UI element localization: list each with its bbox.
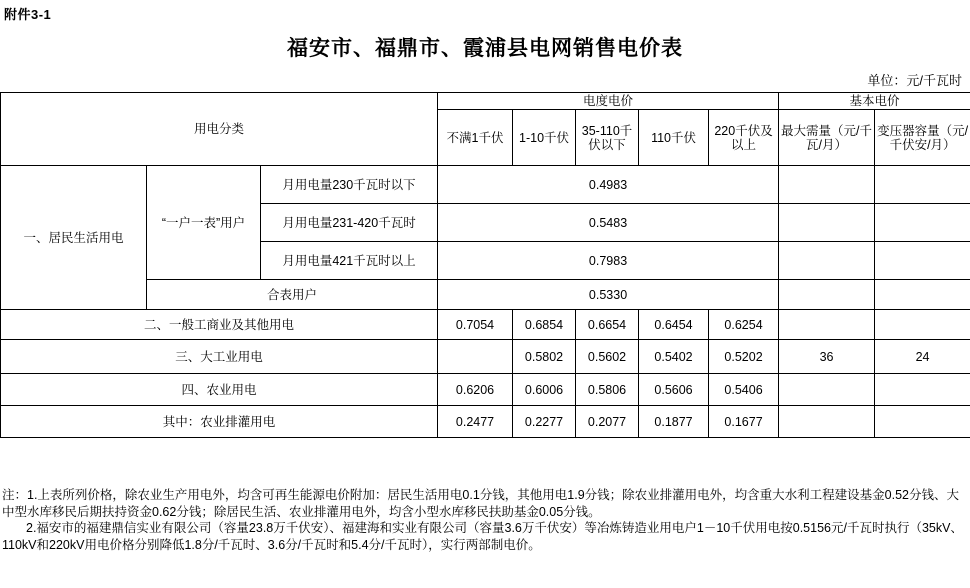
header-voltage-4: 220千伏及以上 <box>709 110 779 166</box>
general-commercial-value-4: 0.6254 <box>709 310 779 340</box>
row-category-residential: 一、居民生活用电 <box>1 166 147 310</box>
agri-irrigation-value-1: 0.2277 <box>513 406 576 438</box>
page-title: 福安市、福鼎市、霞浦县电网销售电价表 <box>287 37 683 60</box>
general-commercial-value-0: 0.7054 <box>438 310 513 340</box>
residential-combined-basic-1 <box>875 280 970 310</box>
agri-irrigation-value-4: 0.1677 <box>709 406 779 438</box>
agri-irrigation-basic-0 <box>779 406 875 438</box>
header-basic-col-1: 变压器容量（元/千伏安/月） <box>875 110 970 166</box>
row-category-general-commercial: 二、一般工商业及其他用电 <box>1 310 438 340</box>
header-voltage-3: 110千伏 <box>639 110 709 166</box>
residential-combined-label: 合表用户 <box>147 280 438 310</box>
residential-combined-value: 0.5330 <box>438 280 779 310</box>
agriculture-value-2: 0.5806 <box>576 374 639 406</box>
residential-tier-0-basic-1 <box>875 166 970 204</box>
residential-tier-2-basic-0 <box>779 242 875 280</box>
electricity-price-table <box>0 92 970 438</box>
header-basic-col-0: 最大需量（元/千瓦/月） <box>779 110 875 166</box>
residential-tier-2-label: 月用电量421千瓦时以上 <box>261 242 438 280</box>
general-commercial-value-2: 0.6654 <box>576 310 639 340</box>
residential-tier-2-basic-1 <box>875 242 970 280</box>
agri-irrigation-value-3: 0.1877 <box>639 406 709 438</box>
residential-tier-0-basic-0 <box>779 166 875 204</box>
header-basic-price-group: 基本电价 <box>779 93 970 110</box>
general-commercial-value-3: 0.6454 <box>639 310 709 340</box>
table-header-row-1 <box>1 93 970 110</box>
large-industry-basic-0: 36 <box>779 340 875 374</box>
agri-irrigation-value-2: 0.2077 <box>576 406 639 438</box>
header-category: 用电分类 <box>1 93 438 166</box>
agriculture-value-4: 0.5406 <box>709 374 779 406</box>
header-voltage-1: 1-10千伏 <box>513 110 576 166</box>
residential-tier-1-basic-0 <box>779 204 875 242</box>
large-industry-value-2: 0.5602 <box>576 340 639 374</box>
residential-tier-2-value: 0.7983 <box>438 242 779 280</box>
table-row <box>1 280 970 310</box>
general-commercial-basic-0 <box>779 310 875 340</box>
residential-tier-0-value: 0.4983 <box>438 166 779 204</box>
agriculture-basic-1 <box>875 374 970 406</box>
row-category-agriculture: 四、农业用电 <box>1 374 438 406</box>
attachment-number: 附件3-1 <box>4 7 52 22</box>
agri-irrigation-value-0: 0.2477 <box>438 406 513 438</box>
row-category-agri-irrigation: 其中：农业排灌用电 <box>1 406 438 438</box>
large-industry-value-0 <box>438 340 513 374</box>
header-voltage-2: 35-110千伏以下 <box>576 110 639 166</box>
note-line-1: 注：1.上表所列价格，除农业生产用电外，均含可再生能源电价附加：居民生活用电0.1分钱，其他用电1.9分钱；除农业排灌用电外，均含重大水利工程建设基金0.52分钱、大中型水库移民后期扶持资金0.62分钱；除居民生活、农业排灌用电外，均含小型水库移民扶助基金0.05分钱。 <box>2 488 960 519</box>
table-row <box>1 406 970 438</box>
general-commercial-basic-1 <box>875 310 970 340</box>
table-row <box>1 310 970 340</box>
row-category-large-industry: 三、大工业用电 <box>1 340 438 374</box>
header-energy-price-group: 电度电价 <box>438 93 779 110</box>
table-notes <box>2 487 968 553</box>
agri-irrigation-basic-1 <box>875 406 970 438</box>
table-row <box>1 340 970 374</box>
agriculture-basic-0 <box>779 374 875 406</box>
table-row <box>1 374 970 406</box>
large-industry-value-4: 0.5202 <box>709 340 779 374</box>
residential-tier-1-label: 月用电量231-420千瓦时 <box>261 204 438 242</box>
residential-combined-basic-0 <box>779 280 875 310</box>
large-industry-value-1: 0.5802 <box>513 340 576 374</box>
large-industry-basic-1: 24 <box>875 340 970 374</box>
agriculture-value-0: 0.6206 <box>438 374 513 406</box>
header-voltage-0: 不满1千伏 <box>438 110 513 166</box>
residential-tier-1-value: 0.5483 <box>438 204 779 242</box>
residential-one-household-one-meter: “一户一表”用户 <box>147 166 261 280</box>
note-line-2: 2.福安市的福建鼎信实业有限公司（容量23.8万千伏安）、福建海和实业有限公司（容量3.6万千伏安）等冶炼铸造业用电户1－10千伏用电按0.5156元/千瓦时执行（35kV、110kV和220kV用电价格分别降低1.8分/千瓦时、3.6分/千瓦时和5.4分/千瓦时），实行两部制电价。 <box>2 521 963 552</box>
large-industry-value-3: 0.5402 <box>639 340 709 374</box>
general-commercial-value-1: 0.6854 <box>513 310 576 340</box>
agriculture-value-1: 0.6006 <box>513 374 576 406</box>
unit-label: 单位：元/千瓦时 <box>867 73 962 88</box>
agriculture-value-3: 0.5606 <box>639 374 709 406</box>
residential-tier-1-basic-1 <box>875 204 970 242</box>
residential-tier-0-label: 月用电量230千瓦时以下 <box>261 166 438 204</box>
table-row <box>1 166 970 204</box>
